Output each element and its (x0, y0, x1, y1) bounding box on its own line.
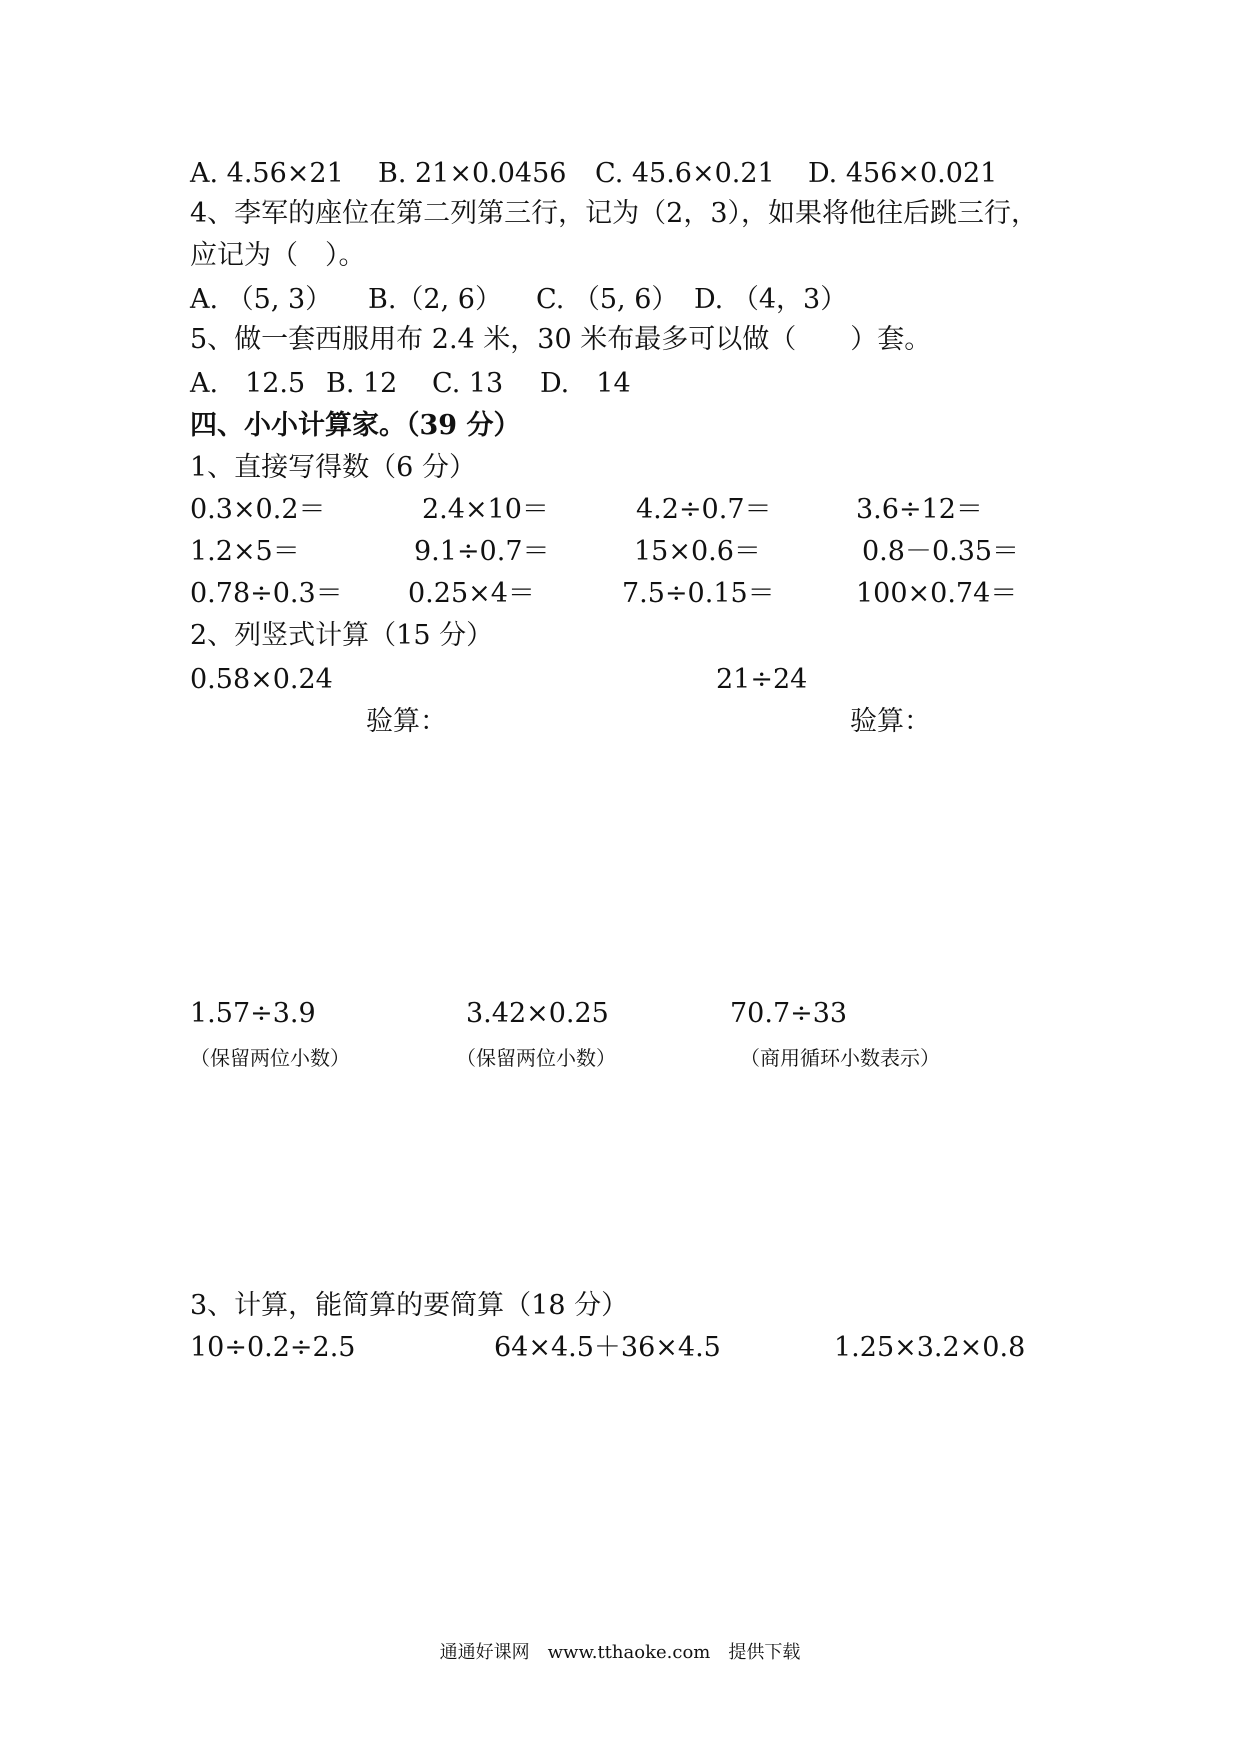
mental-calc-item: 15×0.6＝ (634, 536, 761, 567)
vertical-calc-expr: 3.42×0.25 (466, 998, 609, 1029)
q5-option-d: D. 14 (540, 368, 631, 399)
question-4-line2: 应记为（ ）。 (190, 240, 366, 271)
section-4-title: 四、小小计算家。（39 分） (190, 410, 521, 441)
simplify-calc-item: 1.25×3.2×0.8 (834, 1332, 1026, 1363)
q5-option-b: B. 12 (326, 368, 398, 399)
q5-option-c: C. 13 (432, 368, 504, 399)
vertical-calc-expr: 70.7÷33 (730, 998, 848, 1029)
page-footer: 通通好课网 www.tthaoke.com 提供下载 (439, 1642, 801, 1663)
mental-calc-item: 7.5÷0.15＝ (622, 578, 775, 609)
question-4-line1: 4、李军的座位在第二列第三行，记为（2，3），如果将他往后跳三行， (190, 198, 1039, 229)
part-1-title: 1、直接写得数（6 分） (190, 452, 476, 483)
q3-option-a: A. 4.56×21 (190, 158, 344, 189)
q5-option-a: A. 12.5 (190, 368, 306, 399)
rounding-note: （商用循环小数表示） (740, 1046, 940, 1070)
part-3-title: 3、计算，能简算的要简算（18 分） (190, 1290, 629, 1321)
mental-calc-item: 0.8－0.35＝ (862, 536, 1020, 567)
rounding-note: （保留两位小数） (456, 1046, 616, 1070)
rounding-note: （保留两位小数） (190, 1046, 350, 1070)
q3-option-b: B. 21×0.0456 (378, 158, 567, 189)
vertical-calc-left: 0.58×0.24 (190, 664, 333, 695)
q4-option-b: B.（2, 6） (368, 284, 502, 315)
q4-option-a: A. （5, 3） (190, 284, 333, 315)
check-label-right: 验算： (850, 706, 931, 737)
mental-calc-item: 4.2÷0.7＝ (636, 494, 772, 525)
mental-calc-item: 0.3×0.2＝ (190, 494, 326, 525)
q4-option-d: D. （4，3） (694, 284, 848, 315)
part-2-title: 2、列竖式计算（15 分） (190, 620, 494, 651)
mental-calc-item: 0.25×4＝ (408, 578, 535, 609)
q4-option-c: C. （5, 6） (536, 284, 679, 315)
q3-option-c: C. 45.6×0.21 (595, 158, 775, 189)
simplify-calc-item: 10÷0.2÷2.5 (190, 1332, 356, 1363)
question-5: 5、做一套西服用布 2.4 米，30 米布最多可以做（ ）套。 (190, 324, 932, 355)
vertical-calc-expr: 1.57÷3.9 (190, 998, 316, 1029)
mental-calc-item: 100×0.74＝ (856, 578, 1018, 609)
simplify-calc-item: 64×4.5＋36×4.5 (494, 1332, 721, 1363)
q3-option-d: D. 456×0.021 (808, 158, 998, 189)
mental-calc-item: 1.2×5＝ (190, 536, 300, 567)
mental-calc-item: 2.4×10＝ (422, 494, 549, 525)
mental-calc-item: 9.1÷0.7＝ (414, 536, 550, 567)
mental-calc-item: 3.6÷12＝ (856, 494, 983, 525)
mental-calc-item: 0.78÷0.3＝ (190, 578, 343, 609)
vertical-calc-right: 21÷24 (716, 664, 808, 695)
check-label-left: 验算： (366, 706, 447, 737)
